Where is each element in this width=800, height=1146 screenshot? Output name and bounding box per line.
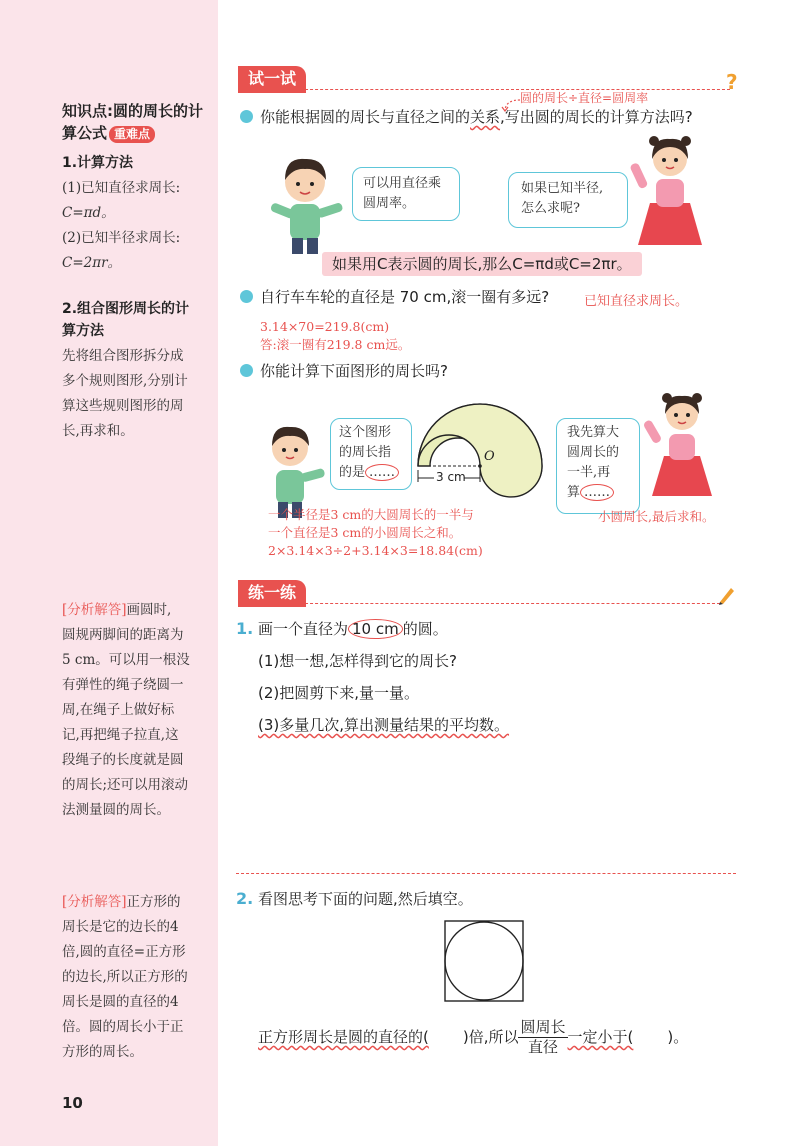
- analysis-2: [分析解答]正方形的 周长是它的边长的4 倍,圆的直径=正方形 的边长,所以正方形的 周长是圆的直径的4 倍。圆的周长小于正 方形的周长。: [62, 894, 188, 1060]
- section-divider: [300, 89, 730, 90]
- difficulty-badge: 重难点: [109, 126, 155, 143]
- practice-q1-sub3: (3)多量几次,算出测量结果的平均数。: [258, 716, 510, 734]
- square-circle-figure: [444, 919, 524, 1003]
- boy-speech-bubble-2: 这个图形 的周长指 的是 ……: [330, 418, 412, 490]
- label-center-o: O: [484, 449, 495, 464]
- girl-illustration: [630, 133, 710, 253]
- question-divider: [236, 873, 736, 874]
- question-1: 你能根据圆的周长与直径之间的关系,写出圆的周长的计算方法吗?: [240, 106, 780, 128]
- note-relation: 圆的周长÷直径=圆周率: [520, 91, 649, 105]
- formula-banner: 如果用C表示圆的周长,那么C=πd或C=2πr。: [322, 252, 642, 276]
- note-composite-right: 小圆周长,最后求和。: [598, 509, 715, 524]
- page-number: 10: [62, 1094, 83, 1112]
- method-section-2: 2.组合图形周长的计 算方法 先将组合图形拆分成 多个规则图形,分别计 算这些规则图形的周 长,再求和。: [62, 301, 190, 439]
- knowledge-point-title: 知识点:圆的周长的计 算公式 重难点: [62, 102, 203, 142]
- section-divider: [300, 603, 720, 604]
- q2-answer: 3.14×70=219.8(cm) 答:滚一圈有219.8 cm远。: [260, 319, 411, 352]
- section-tag-practice: 练一练: [238, 580, 306, 607]
- note-composite-left: 一个半径是3 cm的大圆周长的一半与 一个直径是3 cm的小圆周长之和。 2×3.14×3÷2+3.14×3=18.84(cm): [268, 507, 483, 558]
- question-2: 自行车车轮的直径是 70 cm,滚一圈有多远?: [240, 286, 549, 308]
- practice-q1-sub1: (1)想一想,怎样得到它的周长?: [258, 652, 457, 670]
- bullet-icon: [240, 364, 253, 377]
- analysis-1: [分析解答]画圆时, 圆规两脚间的距离为 5 cm。可以用一根没 有弹性的绳子绕圆一 周,在绳子上做好标 记,再把绳子拉直,这 段绳子的长度就是圆 的周长;还可以用滚动 法测量圆的周长。: [62, 602, 190, 818]
- girl-speech-bubble-2: 我先算大 圆周长的 一半,再 算 ……: [556, 418, 640, 514]
- fill-in-sentence: 正方形周长是圆的直径的( )倍,所以 $\frac{\text{圆周长}}{\text{直径}}$ 一定小于( )。: [258, 1018, 689, 1056]
- fraction: $\frac{\text{圆周长}}{\text{直径}}$: [520, 1018, 566, 1056]
- boy-illustration: [268, 152, 348, 256]
- q2-note: 已知直径求周长。: [584, 294, 689, 309]
- boy-illustration: [258, 420, 328, 520]
- pencil-icon: [716, 584, 736, 606]
- bullet-icon: [240, 110, 253, 123]
- composite-shape-figure: [410, 392, 550, 514]
- practice-q1-sub2: (2)把圆剪下来,量一量。: [258, 684, 420, 702]
- section-tag-try: 试一试: [238, 66, 306, 93]
- method-section-1: 1.计算方法 (1)已知直径求周长: C=πd。 (2)已知半径求周长: C=2πr。: [62, 155, 181, 271]
- question-mark-icon: ?: [726, 70, 738, 94]
- girl-speech-bubble: 如果已知半径, 怎么求呢?: [508, 172, 628, 228]
- label-3cm: 3 cm: [436, 470, 466, 484]
- girl-illustration: [642, 390, 722, 502]
- question-3: 你能计算下面图形的周长吗?: [240, 360, 448, 382]
- bullet-icon: [240, 290, 253, 303]
- practice-question-2: 2. 看图思考下面的问题,然后填空。: [236, 889, 473, 908]
- practice-question-1: 1. 画一个直径为 10 cm 的圆。: [236, 619, 448, 638]
- boy-speech-bubble: 可以用直径乘 圆周率。: [352, 167, 460, 221]
